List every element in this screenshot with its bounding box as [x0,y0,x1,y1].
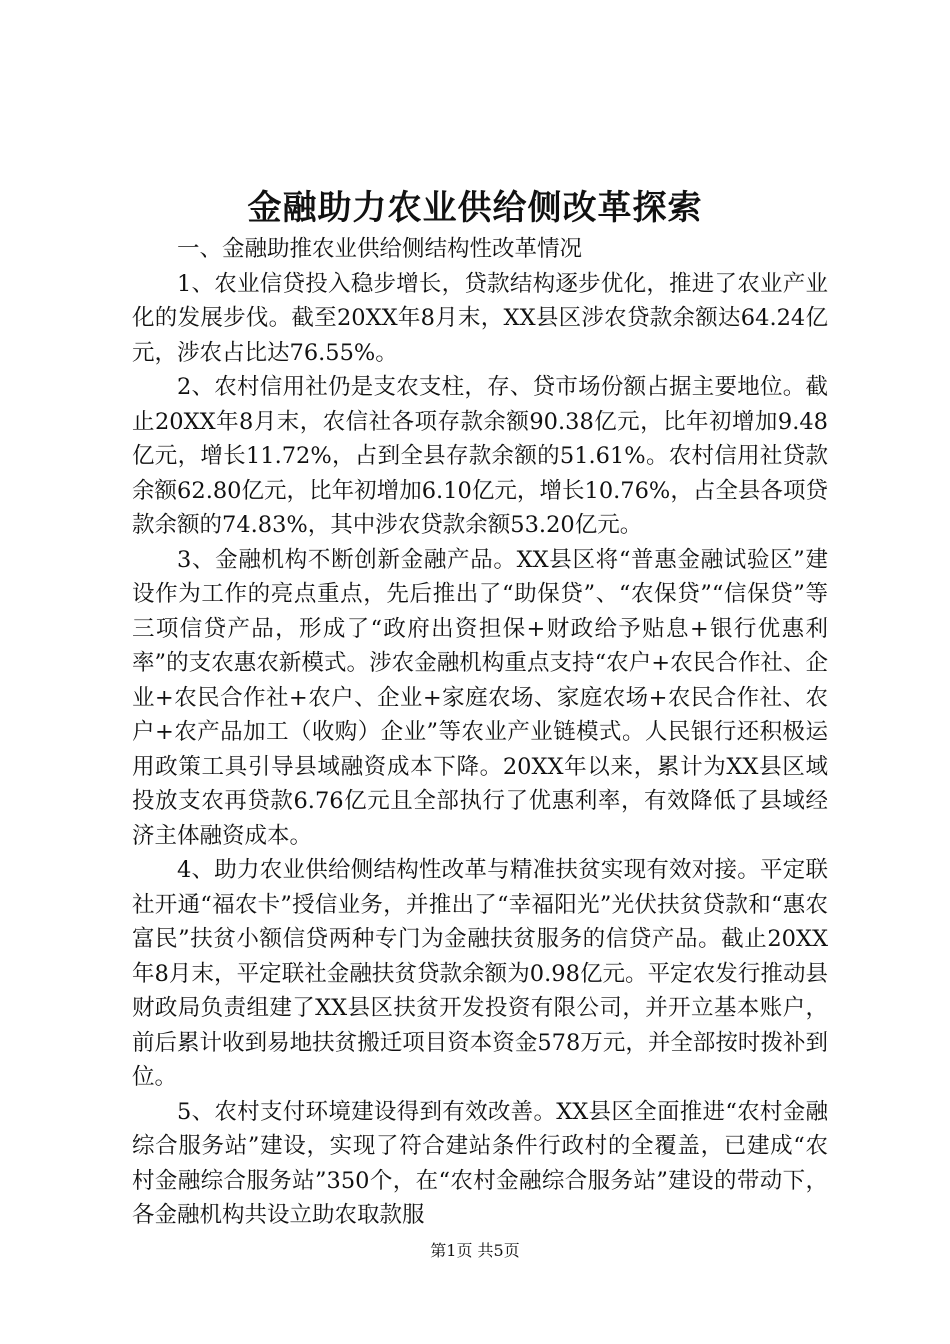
paragraph-3: 3、金融机构不断创新金融产品。XX县区将“普惠金融试验区”建设作为工作的亮点重点，先后推出了“助保贷”、“农保贷”“信保贷”等三项信贷产品，形成了“政府出资担保+财政给予贴息+银行优惠利率”的支农惠农新模式。涉农金融机构重点支持“农户+农民合作社、企业+农民合作社+农户、企业+家庭农场、家庭农场+农民合作社、农户+农产品加工（收购）企业”等农业产业链模式。人民银行还积极运用政策工具引导县域融资成本下降。20XX年以来，累计为XX县区域投放支农再贷款6.76亿元且全部执行了优惠利率，有效降低了县域经济主体融资成本。 [132,546,828,849]
document-title: 金融助力农业供给侧改革探索 [247,188,703,228]
section-heading: 一、金融助推农业供给侧结构性改革情况 [177,236,583,262]
paragraph-5: 5、农村支付环境建设得到有效改善。XX县区全面推进“农村金融综合服务站”建设，实现了符合建站条件行政村的全覆盖，已建成“农村金融综合服务站”350个，在“农村金融综合服务站”建设的带动下，各金融机构共设立助农取款服 [132,1098,828,1228]
paragraph-2: 2、农村信用社仍是支农支柱，存、贷市场份额占据主要地位。截止20XX年8月末，农信社各项存款余额90.38亿元，比年初增加9.48亿元，增长11.72%，占到全县存款余额的51.61%。农村信用社贷款余额62.80亿元，比年初增加6.10亿元，增长10.76%，占全县各项贷款余额的74.83%，其中涉农贷款余额53.20亿元。 [132,374,828,538]
paragraph-1: 1、农业信贷投入稳步增长，贷款结构逐步优化，推进了农业产业化的发展步伐。截至20XX年8月末，XX县区涉农贷款余额达64.24亿元，涉农占比达76.55%。 [132,270,828,366]
paragraph-4: 4、助力农业供给侧结构性改革与精准扶贫实现有效对接。平定联社开通“福农卡”授信业务，并推出了“幸福阳光”光伏扶贫贷款和“惠农富民”扶贫小额信贷两种专门为金融扶贫服务的信贷产品。截止20XX年8月末，平定联社金融扶贫贷款余额为0.98亿元。平定农发行推动县财政局负责组建了XX县区扶贫开发投资有限公司，并开立基本账户，前后累计收到易地扶贫搬迁项目资本资金578万元，并全部按时拨补到位。 [132,857,828,1090]
page-footer: 第1页 共5页 [430,1241,520,1260]
document-body [132,232,828,1233]
